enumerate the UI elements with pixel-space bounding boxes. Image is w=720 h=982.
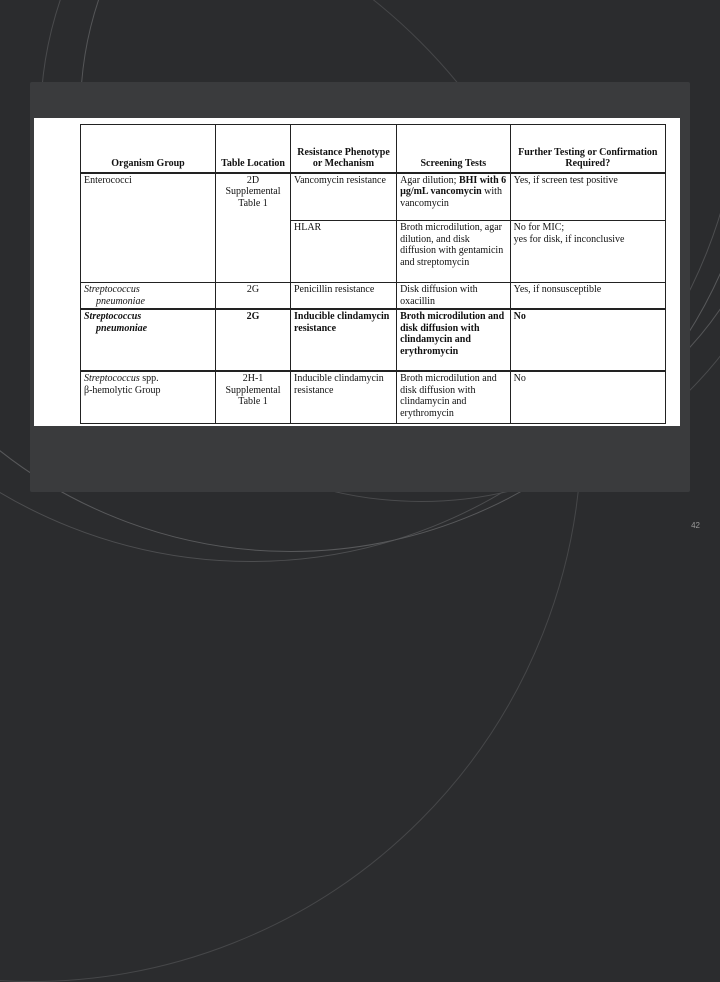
screening-bold-text: BHI with 6 µg/mL vancomycin	[400, 174, 507, 197]
cell-organism: Enterococci	[81, 173, 216, 283]
table-row	[81, 283, 666, 310]
cell-screening: Broth microdilution and disk diffusion with clindamycin and erythromycin	[397, 371, 511, 423]
cell-resistance: Inducible clindamycin resistance	[291, 371, 397, 423]
cell-location: 2G	[216, 309, 291, 371]
header-further-testing: Further Testing or Confirmation Required?	[510, 125, 665, 173]
cell-further: Yes, if screen test positive	[510, 173, 665, 221]
cell-screening: Broth microdilution and disk diffusion with clindamycin and erythromycin	[397, 309, 511, 371]
cell-resistance: Inducible clindamycin resistance	[291, 309, 397, 371]
cell-organism: Streptococcus pneumoniae	[81, 309, 216, 371]
header-resistance-phenotype: Resistance Phenotype or Mechanism	[291, 125, 397, 173]
table-row	[81, 309, 666, 371]
cell-location: 2G	[216, 283, 291, 310]
cell-organism: Streptococcus spp. β-hemolytic Group	[81, 371, 216, 423]
table-row	[81, 371, 666, 423]
cell-further: No for MIC; yes for disk, if inconclusive	[510, 221, 665, 283]
cell-further: Yes, if nonsusceptible	[510, 283, 665, 310]
header-screening-tests: Screening Tests	[397, 125, 511, 173]
page-number: 42	[691, 521, 700, 530]
cell-location: 2H-1 Supplemental Table 1	[216, 371, 291, 423]
cell-screening: Broth microdilution, agar dilution, and disk diffusion with gentamicin and streptomycin	[397, 221, 511, 283]
cell-resistance: Vancomycin resistance	[291, 173, 397, 221]
cell-organism: Streptococcus pneumoniae	[81, 283, 216, 310]
header-table-location: Table Location	[216, 125, 291, 173]
table-row	[81, 173, 666, 221]
cell-screening: Agar dilution; BHI with 6 µg/mL vancomycin with vancomycin	[397, 173, 511, 221]
cell-screening: Disk diffusion with oxacillin	[397, 283, 511, 310]
cell-resistance: HLAR	[291, 221, 397, 283]
resistance-screening-table	[80, 124, 666, 424]
cell-resistance: Penicillin resistance	[291, 283, 397, 310]
cell-location: 2D Supplemental Table 1	[216, 173, 291, 283]
cell-further: No	[510, 309, 665, 371]
table-header-row	[81, 125, 666, 173]
document-image	[34, 118, 680, 426]
header-organism-group: Organism Group	[81, 125, 216, 173]
cell-further: No	[510, 371, 665, 423]
